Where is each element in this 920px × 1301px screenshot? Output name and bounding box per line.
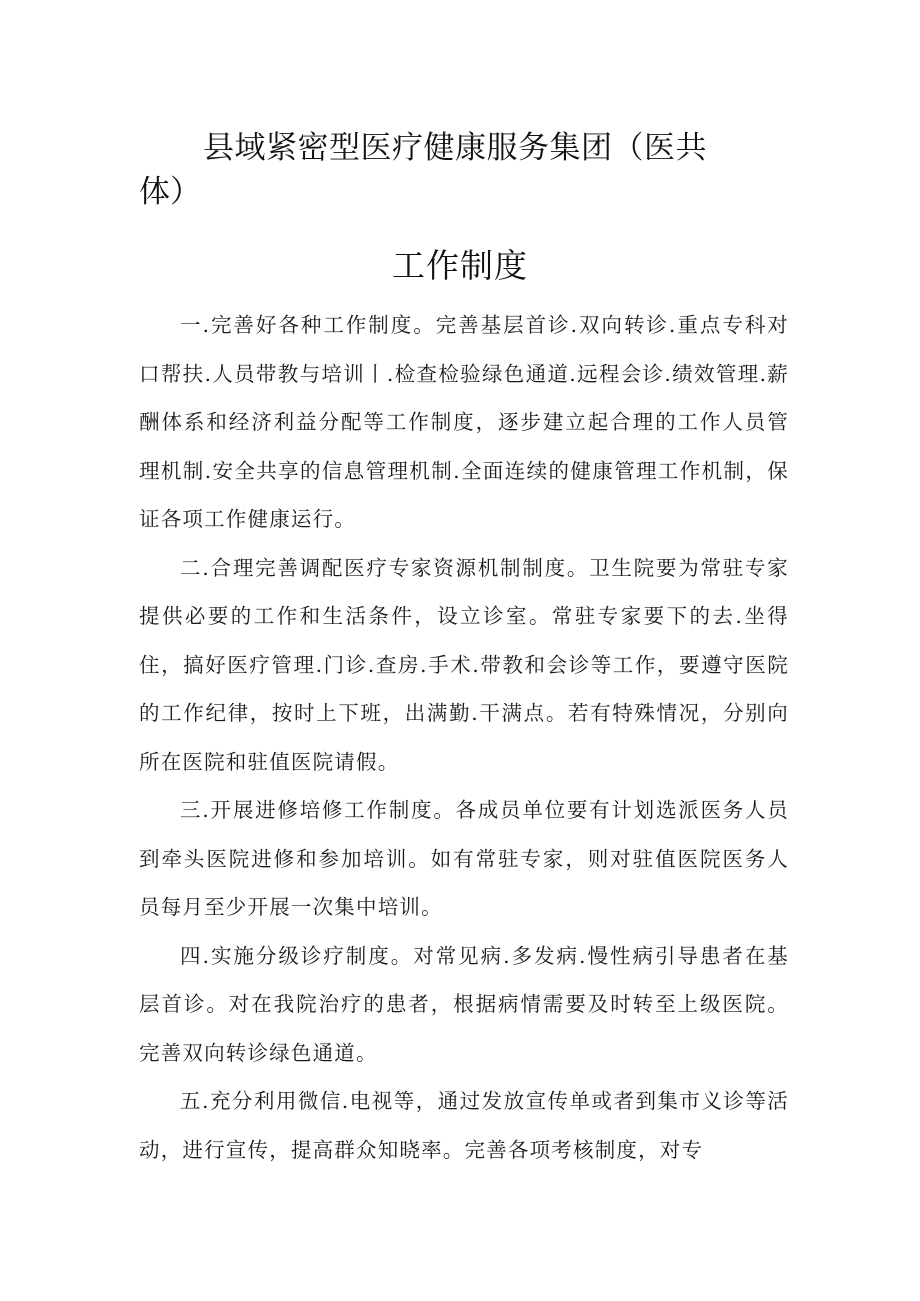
paragraph-2: 二.合理完善调配医疗专家资源机制制度。卫生院要为常驻专家提供必要的工作和生活条件，设立诊室。常驻专家要下的去.坐得住，搞好医疗管理.门诊.查房.手术.带教和会诊等工作，要遵守医院的工作纪律，按时上下班，出满勤.干满点。若有特殊情况，分别向所在医院和驻值医院请假。: [139, 555, 789, 774]
document-title-line-2: 体）: [139, 174, 201, 210]
paragraph-1: 一.完善好各种工作制度。完善基层首诊.双向转诊.重点专科对口帮扶.人员带教与培训丨.检查检验绿色通道.远程会诊.绩效管理.薪酬体系和经济利益分配等工作制度，逐步建立起合理的工作人员管理机制.安全共享的信息管理机制.全面连续的健康管理工作机制，保证各项工作健康运行。: [139, 313, 789, 531]
paragraph-4: 四.实施分级诊疗制度。对常见病.多发病.慢性病引导患者在基层首诊。对在我院治疗的患者，根据病情需要及时转至上级医院。完善双向转诊绿色通道。: [139, 943, 789, 1065]
paragraph-3: 三.开展进修培修工作制度。各成员单位要有计划选派医务人员到牵头医院进修和参加培训。如有常驻专家，则对驻值医院医务人员每月至少开展一次集中培训。: [139, 798, 789, 919]
document-subtitle: 工作制度: [392, 246, 528, 285]
paragraph-5: 五.充分利用微信.电视等，通过发放宣传单或者到集市义诊等活动，进行宣传，提高群众知晓率。完善各项考核制度，对专: [139, 1089, 789, 1162]
document-title-line-1: 县域紧密型医疗健康服务集团（医共: [203, 130, 707, 166]
document-body: [139, 301, 789, 1174]
